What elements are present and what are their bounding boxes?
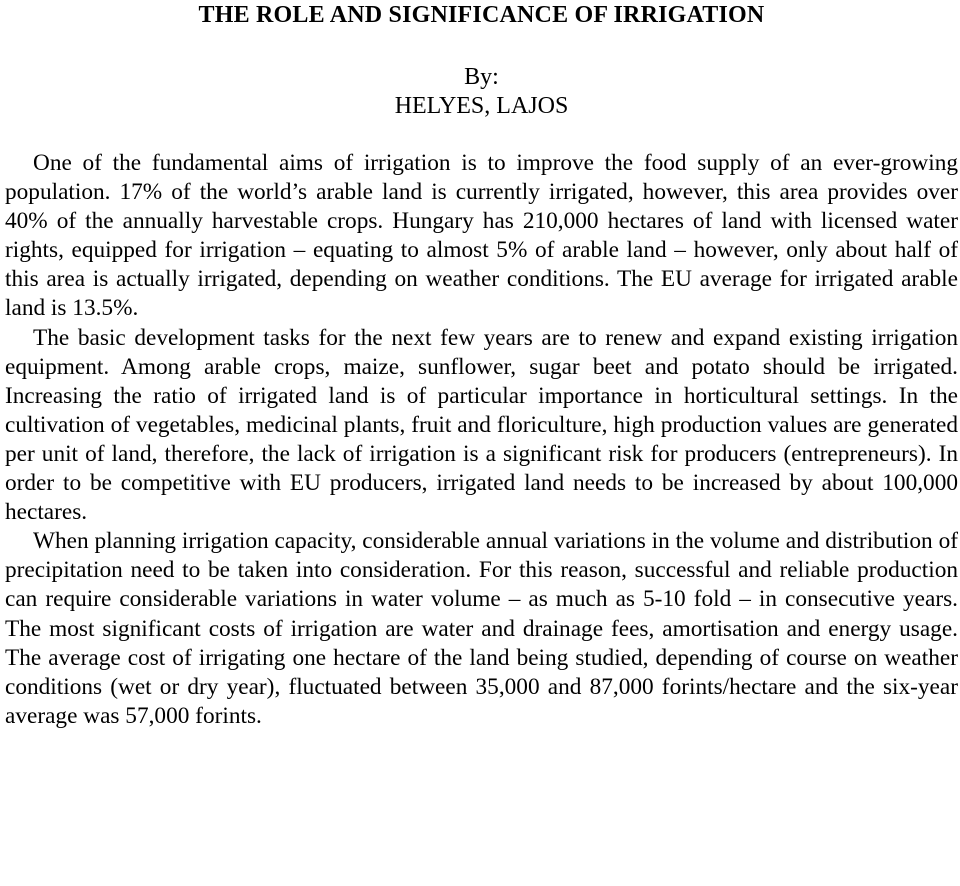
document-page xyxy=(5,0,958,731)
paragraph-2: The basic development tasks for the next few years are to renew and expand existing irrigation equipment. Among arable crops, maize, sunflower, sugar beet and potato should be irrigated. Increasing the ratio of irrigated land is of particular importance in horticultural settings. In the cultivation of vegetables, medicinal plants, fruit and floriculture, high production values are generated per unit of land, therefore, the lack of irrigation is a significant risk for producers (entrepreneurs). In order to be competitive with EU producers, irrigated land needs to be increased by about 100,000 hectares. xyxy=(5,324,958,526)
paragraph-3: When planning irrigation capacity, considerable annual variations in the volume and distribution of precipitation need to be taken into consideration. For this reason, successful and reliable production can require considerable variations in water volume – as much as 5-10 fold – in consecutive years. The most significant costs of irrigation are water and drainage fees, amortisation and energy usage. The average cost of irrigating one hectare of the land being studied, depending of course on weather conditions (wet or dry year), fluctuated between 35,000 and 87,000 forints/hectare and the six-year average was 57,000 forints. xyxy=(5,528,958,729)
author-name: HELYES, LAJOS xyxy=(394,93,569,119)
paragraph-1: One of the fundamental aims of irrigation is to improve the food supply of an ever-growing population. 17% of the world’s arable land is currently irrigated, however, this area provides over 40% of the annually harvestable crops. Hungary has 210,000 hectares of land with licensed water rights, equipped for irrigation – equating to almost 5% of arable land – however, only about half of this area is actually irrigated, depending on weather conditions. The EU average for irrigated arable land is 13.5%. xyxy=(5,150,958,322)
paper-title: THE ROLE AND SIGNIFICANCE OF IRRIGATION xyxy=(198,2,765,28)
body-text xyxy=(5,149,958,731)
byline-label: By: xyxy=(464,64,499,90)
